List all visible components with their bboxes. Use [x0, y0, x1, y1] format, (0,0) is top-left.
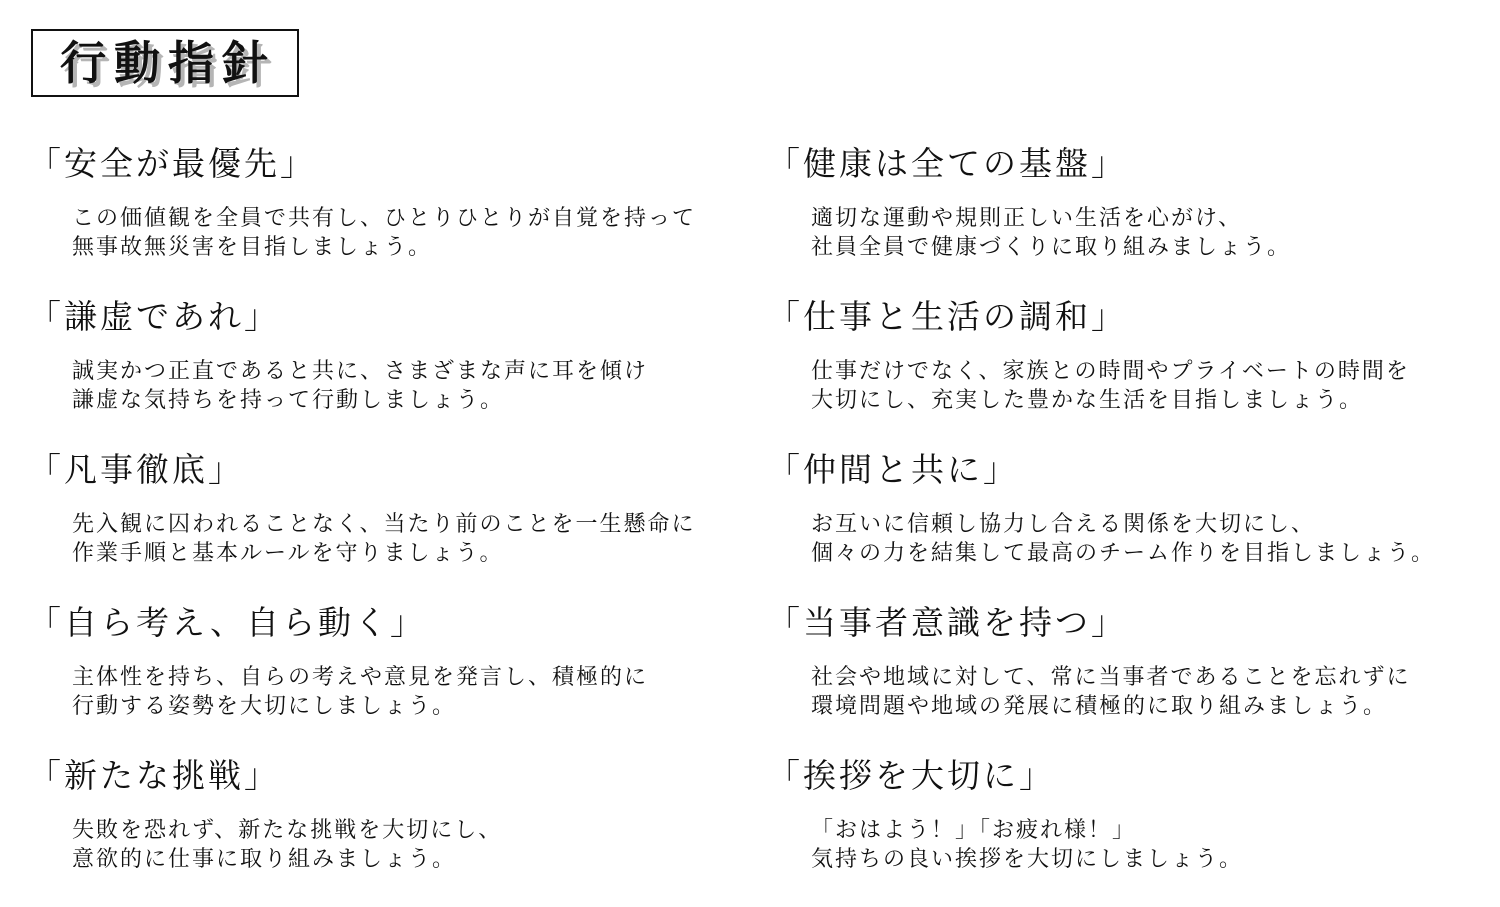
guideline-description	[811, 204, 1291, 262]
guideline-description	[72, 816, 502, 874]
left-column	[28, 142, 748, 907]
guideline-item	[767, 295, 1487, 448]
description-line: 行動する姿勢を大切にしましょう。	[72, 694, 457, 719]
description-line: 環境問題や地域の発展に積極的に取り組みましょう。	[811, 694, 1388, 719]
guideline-description	[72, 510, 696, 568]
description-line: 誠実かつ正直であると共に、さまざまな声に耳を傾け	[72, 359, 649, 384]
description-line: 作業手順と基本ルールを守りましょう。	[72, 541, 504, 566]
guideline-item	[767, 601, 1487, 754]
description-line: 仕事だけでなく、家族との時間やプライベートの時間を	[811, 359, 1410, 384]
description-line: 適切な運動や規則正しい生活を心がけ、	[811, 206, 1243, 231]
title-box	[31, 29, 299, 97]
description-line: 先入観に囚われることなく、当たり前のことを一生懸命に	[72, 512, 696, 537]
guideline-item	[767, 448, 1487, 601]
description-line: 失敗を恐れず、新たな挑戦を大切にし、	[72, 818, 503, 843]
guideline-heading: 「挨拶を大切に」	[767, 756, 1055, 795]
guideline-heading: 「健康は全ての基盤」	[767, 144, 1127, 183]
guideline-description	[811, 357, 1410, 415]
guideline-item	[28, 142, 748, 295]
description-line: 「おはよう！」「お疲れ様！」	[811, 818, 1137, 843]
description-line: 気持ちの良い挨拶を大切にしましょう。	[811, 847, 1244, 872]
description-line: 社員全員で健康づくりに取り組みましょう。	[811, 235, 1292, 260]
description-line: お互いに信頼し協力し合える関係を大切にし、	[811, 512, 1316, 537]
guideline-heading: 「謙虚であれ」	[28, 297, 280, 336]
guideline-description	[72, 357, 648, 415]
description-line: 個々の力を結集して最高のチーム作りを目指しましょう。	[811, 541, 1436, 566]
page-title: 行動指針	[60, 36, 276, 90]
description-line: 謙虚な気持ちを持って行動しましょう。	[72, 388, 505, 413]
guideline-heading: 「仲間と共に」	[767, 450, 1019, 489]
guideline-heading: 「仕事と生活の調和」	[767, 297, 1127, 336]
guideline-heading: 「自ら考え、自ら動く」	[28, 603, 426, 642]
description-line: この価値観を全員で共有し、ひとりひとりが自覚を持って	[72, 206, 697, 231]
right-column	[767, 142, 1487, 907]
guideline-description	[72, 663, 648, 721]
guideline-description	[811, 816, 1243, 874]
guideline-item	[767, 754, 1487, 907]
guideline-item	[28, 448, 748, 601]
guideline-description	[72, 204, 696, 262]
guideline-item	[767, 142, 1487, 295]
guideline-item	[28, 295, 748, 448]
guideline-item	[28, 754, 748, 907]
guideline-heading: 「当事者意識を持つ」	[767, 603, 1127, 642]
guideline-description	[811, 663, 1411, 721]
guideline-heading: 「安全が最優先」	[28, 144, 316, 183]
description-line: 無事故無災害を目指しましょう。	[72, 235, 433, 260]
guideline-item	[28, 601, 748, 754]
description-line: 意欲的に仕事に取り組みましょう。	[72, 847, 457, 872]
description-line: 主体性を持ち、自らの考えや意見を発言し、積極的に	[72, 665, 649, 690]
guideline-description	[811, 510, 1435, 568]
description-line: 社会や地域に対して、常に当事者であることを忘れずに	[811, 665, 1411, 690]
guideline-heading: 「凡事徹底」	[28, 450, 244, 489]
guideline-heading: 「新たな挑戦」	[28, 756, 280, 795]
description-line: 大切にし、充実した豊かな生活を目指しましょう。	[811, 388, 1364, 413]
